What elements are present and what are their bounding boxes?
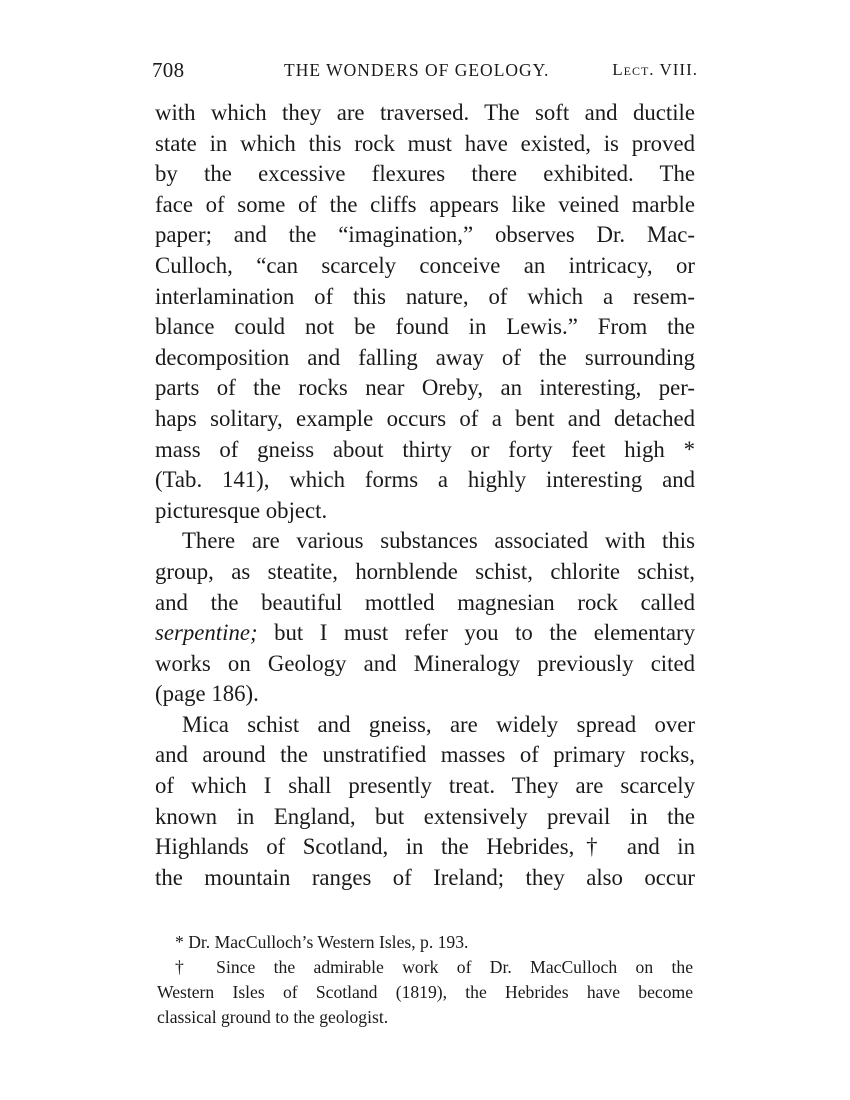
text-line: of which I shall presently treat. They are scarcely [155,773,695,799]
text-line: works on Geology and Mineralogy previously cited [155,650,695,676]
text-line: Highlands of Scotland, in the Hebrides,† and in [155,834,695,860]
text-line: group, as steatite, hornblende schist, chlorite schist, [155,558,695,584]
text-line: and the beautiful mottled magnesian rock called [155,589,695,615]
text-line: state in which this rock must have existed, is proved [155,130,695,156]
italic-term: serpentine; [155,620,258,646]
text-line: by the excessive flexures there exhibited. The [155,161,695,187]
text-line: with which they are traversed. The soft and ductile [155,100,695,125]
text-line: and around the unstratified masses of primary rocks, [155,742,695,768]
text-line: (page 186). [155,681,259,707]
lecture-label: Lect. VIII. [612,60,698,79]
footnotes [157,930,693,1030]
running-header [152,58,698,88]
text-line: (Tab. 141), which forms a highly interesting and [155,467,695,493]
body-text [155,98,695,893]
text-line: picturesque object. [155,497,328,523]
footnote-line: † Since the admirable work of Dr. MacCulloch on the [175,957,693,977]
text-line: parts of the rocks near Oreby, an interesting, per- [155,375,695,401]
text-line: known in England, but extensively prevail in the [155,803,695,829]
text-line: Mica schist and gneiss, are widely spread over [182,711,695,737]
text-line: Culloch, “can scarcely conceive an intricacy, or [155,252,695,278]
text-line: paper; and the “imagination,” observes Dr. Mac- [155,222,695,248]
footnote-line: Western Isles of Scotland (1819), the Hebrides have become [157,982,693,1002]
text-line: There are various substances associated with this [182,528,695,554]
footnote-line: * Dr. MacCulloch’s Western Isles, p. 193. [175,932,469,952]
text-line: face of some of the cliffs appears like veined marble [155,191,695,217]
text-line: mass of gneiss about thirty or forty feet high * [155,436,695,462]
running-title: THE WONDERS OF GEOLOGY. [284,60,550,80]
text-line: decomposition and falling away of the surrounding [155,344,695,370]
footnote-line: classical ground to the geologist. [157,1007,389,1027]
text-line: the mountain ranges of Ireland; they also occur [155,864,695,890]
text-line: blance could not be found in Lewis.” From the [155,314,695,340]
text-line: interlamination of this nature, of which a resem- [155,283,695,309]
text-line: haps solitary, example occurs of a bent and detached [155,405,695,431]
page-number: 708 [152,58,185,82]
text-line-with-italic [155,618,695,649]
text-line-rest: but I must refer you to the elementary [274,620,695,646]
